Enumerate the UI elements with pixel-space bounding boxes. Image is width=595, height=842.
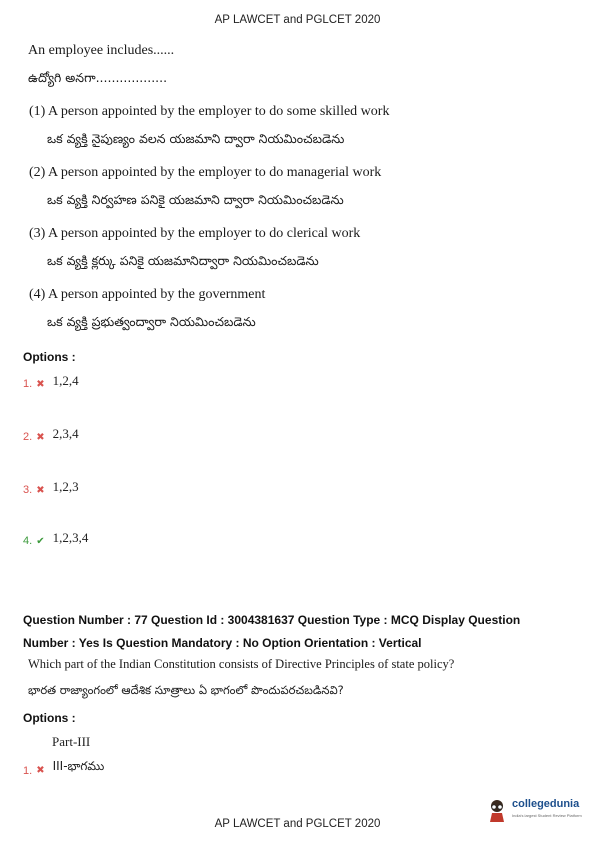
option-3[interactable] — [23, 479, 79, 498]
option-1[interactable] — [23, 373, 79, 392]
logo-tagline: India's largest Student Review Platform — [512, 813, 582, 818]
option-4[interactable] — [23, 530, 89, 549]
logo-name: collegedunia — [512, 798, 580, 810]
check-icon: ✔ — [36, 535, 45, 547]
cross-icon: ✖ — [36, 765, 45, 776]
page-header: AP LAWCET and PGLCET 2020 — [214, 14, 381, 26]
option-value-telugu: III-భాగము — [52, 759, 105, 773]
statement-4-telugu: ఒక వ్యక్తి ప్రభుత్వంద్వారా నియమించబడెను — [47, 314, 256, 329]
page-footer: AP LAWCET and PGLCET 2020 — [214, 818, 381, 830]
question-text: An employee includes...... — [28, 43, 175, 58]
option-value: 1,2,3,4 — [52, 530, 89, 545]
cross-icon: ✖ — [36, 431, 45, 443]
option-1-text: Part-III — [52, 734, 91, 749]
options-label: Options : — [23, 350, 76, 364]
option-number: 3. — [23, 484, 33, 496]
option-number: 1. — [23, 378, 33, 390]
question-77-text-telugu: భారత రాజ్యాంగంలో ఆదేశిక సూత్రాలు ఏ భాగంలో పొందుపరచబడినవి? — [28, 683, 344, 697]
statement-3: (3) A person appointed by the employer to do clerical work — [29, 226, 361, 241]
option-number: 1. — [23, 764, 33, 777]
question-77-text: Which part of the Indian Constitution consists of Directive Principles of state policy? — [28, 657, 455, 671]
statement-2-telugu: ఒక వ్యక్తి నిర్వహణ పనికై యజమాని ద్వారా నియమించబడెను — [47, 192, 344, 207]
statement-1-telugu: ఒక వ్యక్తి నైపుణ్యం వలన యజమాని ద్వారా నియమించబడెను — [47, 131, 345, 146]
option-number: 2. — [23, 431, 33, 443]
option-value: 2,3,4 — [52, 426, 79, 441]
question-text-telugu: ఉద్యోగి అనగా.................. — [28, 70, 168, 85]
statement-3-telugu: ఒక వ్యక్తి క్లర్కు పనికై యజమానిద్వారా నియమించబడెను — [47, 253, 319, 268]
options-label-77: Options : — [23, 711, 76, 725]
option-value: 1,2,4 — [52, 373, 79, 388]
question-meta-line-2: Number : Yes Is Question Mandatory : No Option Orientation : Vertical — [23, 636, 422, 650]
option-number: 4. — [23, 535, 33, 547]
statement-2: (2) A person appointed by the employer to do managerial work — [29, 165, 382, 180]
question-meta-line-1: Question Number : 77 Question Id : 3004381637 Question Type : MCQ Display Question — [23, 613, 521, 627]
statement-4: (4) A person appointed by the government — [29, 287, 266, 302]
option-77-1[interactable] — [23, 759, 105, 779]
cross-icon: ✖ — [36, 484, 45, 496]
statement-1: (1) A person appointed by the employer to do some skilled work — [29, 104, 390, 119]
option-value: 1,2,3 — [52, 479, 79, 494]
option-2[interactable] — [23, 426, 79, 445]
cross-icon: ✖ — [36, 378, 45, 390]
